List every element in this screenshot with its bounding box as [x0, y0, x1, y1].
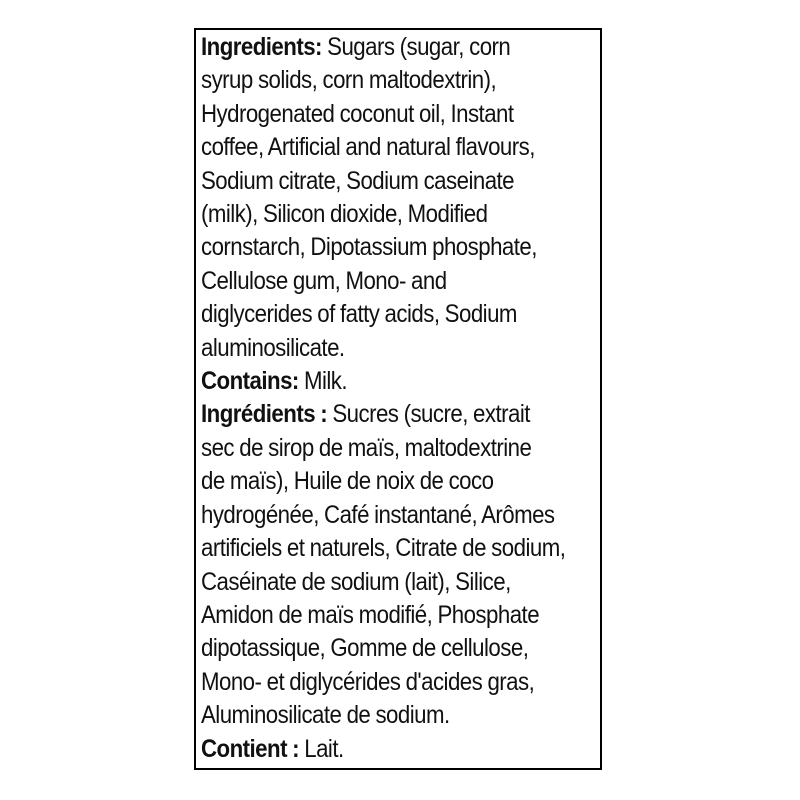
en-ingredients-first-line: [201, 31, 597, 64]
fr-contains-line: [201, 733, 597, 766]
en-ingredients-line: Hydrogenated coconut oil, Instant: [201, 99, 514, 128]
en-ingredients-line: aluminosilicate.: [201, 333, 345, 362]
fr-ingredients-line: dipotassique, Gomme de cellulose,: [201, 634, 529, 663]
ingredients-label: [194, 28, 602, 770]
en-ingredients-line: diglycerides of fatty acids, Sodium: [201, 300, 517, 329]
en-ingredients-line: Sodium citrate, Sodium caseinate: [201, 166, 515, 195]
fr-ingredients-line: artificiels et naturels, Citrate de sodium,: [201, 534, 566, 563]
en-contains-heading: Contains:: [201, 367, 299, 396]
fr-contains-value: Lait.: [299, 734, 344, 763]
fr-ingredients-line: hydrogénée, Café instantané, Arômes: [201, 500, 555, 529]
en-ingredients-line: coffee, Artificial and natural flavours,: [201, 133, 535, 162]
fr-ingredients-line: sec de sirop de maïs, maltodextrine: [201, 433, 532, 462]
en-contains-value: Milk.: [298, 367, 348, 396]
fr-ingredients-line: Caséinate de sodium (lait), Silice,: [201, 567, 511, 596]
en-ingredients-heading: Ingredients:: [201, 33, 322, 61]
en-ingredients-text: Sugars (sugar, corn: [321, 33, 511, 61]
fr-ingredients-line: de maïs), Huile de noix de coco: [201, 467, 494, 496]
fr-ingredients-line: Mono- et diglycérides d'acides gras,: [201, 667, 535, 696]
fr-contains-heading: Contient :: [201, 734, 300, 763]
en-ingredients-line: (milk), Silicon dioxide, Modified: [201, 200, 488, 229]
fr-ingredients-line: Aluminosilicate de sodium.: [201, 701, 450, 730]
en-ingredients-line: cornstarch, Dipotassium phosphate,: [201, 233, 537, 262]
fr-ingredients-heading: Ingrédients :: [201, 400, 328, 429]
fr-ingredients-line: Amidon de maïs modifié, Phosphate: [201, 600, 540, 629]
fr-ingredients-first-line: [201, 398, 597, 431]
en-contains-line: [201, 365, 597, 398]
ingredients-text: [201, 31, 597, 766]
en-ingredients-line: Cellulose gum, Mono- and: [201, 266, 447, 295]
fr-ingredients-text: Sucres (sucre, extrait: [327, 400, 530, 429]
en-ingredients-line: syrup solids, corn maltodextrin),: [201, 66, 497, 95]
